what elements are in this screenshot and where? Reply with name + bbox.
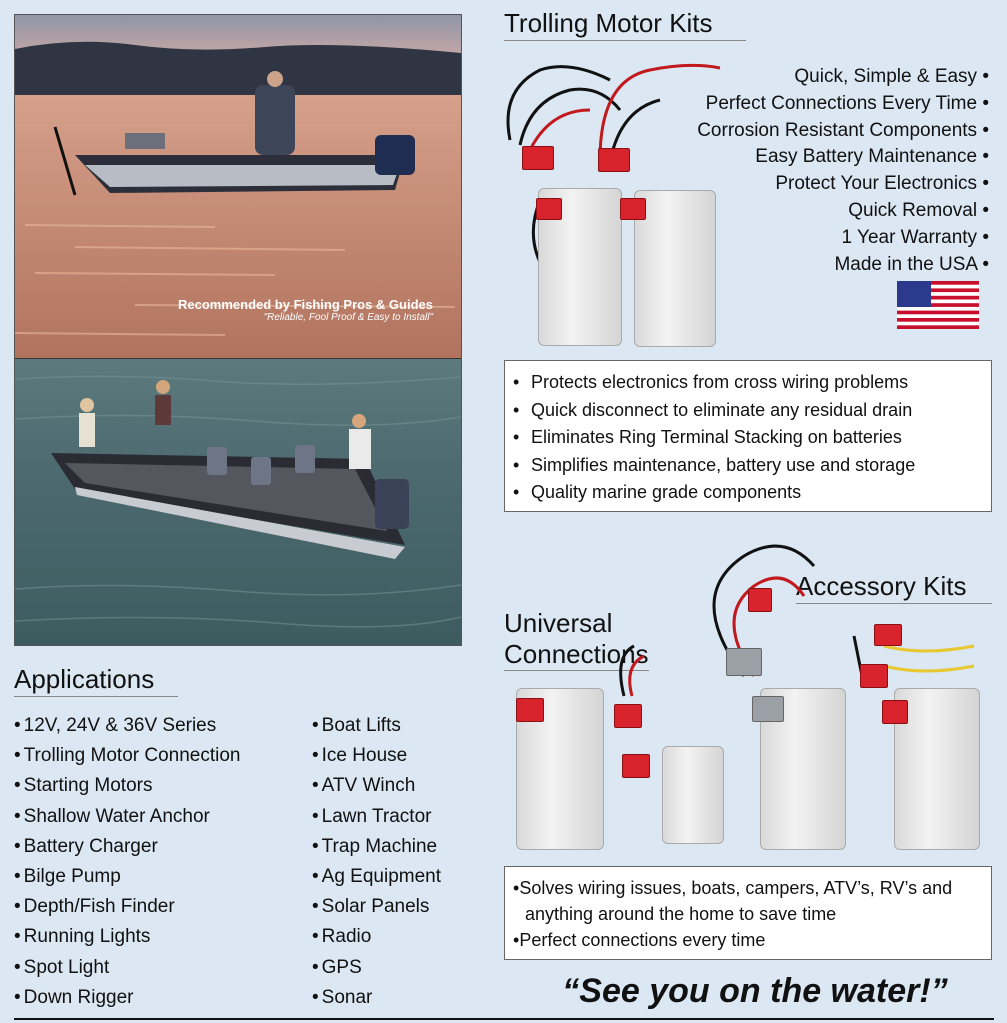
feature-item: Made in the USA • (629, 252, 989, 279)
trolling-benefits-box (504, 360, 992, 512)
feature-item: Quick, Simple & Easy • (629, 64, 989, 91)
red-connector-icon (614, 704, 642, 728)
application-item: • Bilge Pump (14, 862, 304, 892)
application-item: • Running Lights (14, 922, 304, 952)
benefit-item: • Quality marine grade components (513, 479, 991, 507)
tagline: “See you on the water!” (562, 972, 948, 1010)
application-item: • Trolling Motor Connection (14, 741, 304, 771)
application-item: • Depth/Fish Finder (14, 892, 304, 922)
application-item: • GPS (312, 953, 492, 983)
caption-quote: "Reliable, Fool Proof & Easy to Install" (263, 312, 433, 323)
feature-item: Quick Removal • (629, 198, 989, 225)
applications-col1 (14, 711, 304, 1013)
application-item: • Lawn Tractor (312, 802, 492, 832)
red-connector-icon (522, 146, 554, 170)
application-item: • Radio (312, 922, 492, 952)
accessory-benefits-box (504, 866, 992, 960)
red-connector-icon (748, 588, 772, 612)
gray-connector-icon (726, 648, 762, 676)
application-item: • Starting Motors (14, 771, 304, 801)
universal-title-line1: Universal (504, 608, 613, 638)
universal-title-line2: Connections (504, 639, 649, 669)
application-item: • Sonar (312, 983, 492, 1013)
applications-title: Applications (14, 664, 178, 697)
application-item: • Shallow Water Anchor (14, 802, 304, 832)
feature-item: Perfect Connections Every Time • (629, 91, 989, 118)
application-item: • Solar Panels (312, 892, 492, 922)
application-item: • Battery Charger (14, 832, 304, 862)
benefit-item: • Perfect connections every time (513, 927, 991, 953)
photo-column (14, 14, 462, 646)
application-item: • ATV Winch (312, 771, 492, 801)
red-connector-icon (882, 700, 908, 724)
caption-title: Recommended by Fishing Pros & Guides (178, 297, 433, 312)
photo-caption (178, 297, 433, 323)
fishing-boat-photo (15, 359, 461, 645)
trolling-title: Trolling Motor Kits (504, 8, 746, 41)
benefit-item: • Solves wiring issues, boats, campers, ATV’s, RV’s and anything around the home to save time (513, 875, 991, 927)
bottom-divider (14, 1018, 994, 1020)
application-item: • Boat Lifts (312, 711, 492, 741)
application-item: • Ice House (312, 741, 492, 771)
application-item: • 12V, 24V & 36V Series (14, 711, 304, 741)
gray-connector-icon (752, 696, 784, 722)
benefit-item: • Eliminates Ring Terminal Stacking on batteries (513, 424, 991, 452)
trolling-features-list (629, 64, 989, 278)
benefit-item: • Protects electronics from cross wiring problems (513, 369, 991, 397)
benefit-item: • Quick disconnect to eliminate any residual drain (513, 397, 991, 425)
red-connector-icon (598, 148, 630, 172)
feature-item: Protect Your Electronics • (629, 171, 989, 198)
sunset-boat-photo (15, 15, 461, 358)
usa-flag-icon (897, 281, 979, 329)
application-item: • Trap Machine (312, 832, 492, 862)
battery-icon (662, 746, 724, 844)
kits-illustration (504, 536, 990, 856)
red-connector-icon (622, 754, 650, 778)
feature-item: Corrosion Resistant Components • (629, 118, 989, 145)
application-item: • Down Rigger (14, 983, 304, 1013)
applications-col2 (312, 711, 492, 1013)
red-connector-icon (516, 698, 544, 722)
fuse-holder-icon (874, 624, 902, 646)
feature-item: Easy Battery Maintenance • (629, 144, 989, 171)
accessory-title: Accessory Kits (796, 571, 992, 604)
red-connector-icon (536, 198, 562, 220)
feature-item: 1 Year Warranty • (629, 225, 989, 252)
application-item: • Spot Light (14, 953, 304, 983)
red-connector-icon (860, 664, 888, 688)
benefit-item: • Simplifies maintenance, battery use and storage (513, 452, 991, 480)
application-item: • Ag Equipment (312, 862, 492, 892)
